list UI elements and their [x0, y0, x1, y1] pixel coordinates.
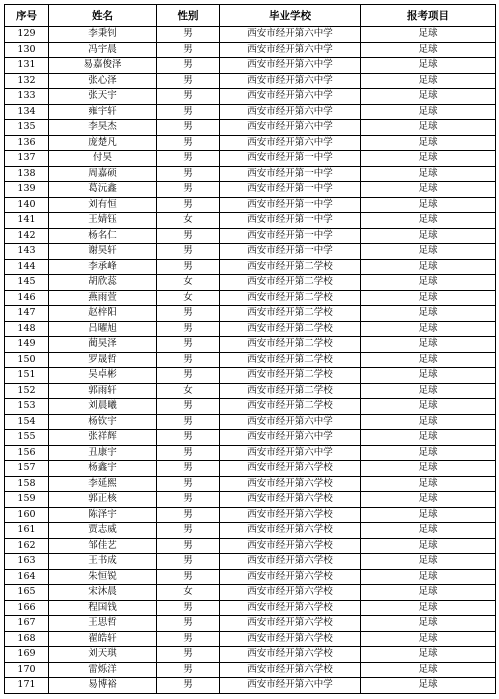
cell-gender: 男 — [157, 120, 220, 136]
cell-gender: 男 — [157, 662, 220, 678]
cell-event: 足球 — [361, 507, 496, 523]
cell-school: 西安市经开第六中学 — [220, 445, 361, 461]
cell-no: 137 — [5, 151, 49, 167]
cell-gender: 男 — [157, 259, 220, 275]
cell-school: 西安市经开第六学校 — [220, 538, 361, 554]
cell-gender: 男 — [157, 135, 220, 151]
cell-event: 足球 — [361, 662, 496, 678]
cell-school: 西安市经开第一中学 — [220, 182, 361, 198]
cell-school: 西安市经开第六学校 — [220, 492, 361, 508]
cell-school: 西安市经开第二学校 — [220, 290, 361, 306]
table-row — [5, 430, 496, 446]
cell-gender: 男 — [157, 445, 220, 461]
cell-name: 杨鑫宇 — [49, 461, 157, 477]
header-no: 序号 — [5, 5, 49, 27]
table-row — [5, 120, 496, 136]
table-row — [5, 213, 496, 229]
cell-school: 西安市经开第六学校 — [220, 631, 361, 647]
cell-no: 131 — [5, 58, 49, 74]
cell-gender: 男 — [157, 73, 220, 89]
cell-no: 166 — [5, 600, 49, 616]
cell-name: 谢昊轩 — [49, 244, 157, 260]
cell-gender: 男 — [157, 27, 220, 43]
table-row — [5, 492, 496, 508]
cell-event: 足球 — [361, 399, 496, 415]
cell-school: 西安市经开第六学校 — [220, 600, 361, 616]
cell-no: 169 — [5, 647, 49, 663]
cell-school: 西安市经开第一中学 — [220, 197, 361, 213]
cell-name: 李延熙 — [49, 476, 157, 492]
cell-name: 张祥辉 — [49, 430, 157, 446]
cell-name: 易嘉俊泽 — [49, 58, 157, 74]
cell-no: 153 — [5, 399, 49, 415]
cell-school: 西安市经开第二学校 — [220, 383, 361, 399]
cell-no: 139 — [5, 182, 49, 198]
cell-school: 西安市经开第二学校 — [220, 399, 361, 415]
cell-school: 西安市经开第六中学 — [220, 430, 361, 446]
cell-event: 足球 — [361, 182, 496, 198]
cell-event: 足球 — [361, 678, 496, 694]
cell-no: 150 — [5, 352, 49, 368]
cell-name: 蔺昊泽 — [49, 337, 157, 353]
table-row — [5, 182, 496, 198]
cell-school: 西安市经开第一中学 — [220, 213, 361, 229]
cell-name: 王书成 — [49, 554, 157, 570]
cell-school: 西安市经开第六学校 — [220, 616, 361, 632]
header-school: 毕业学校 — [220, 5, 361, 27]
cell-school: 西安市经开第六中学 — [220, 414, 361, 430]
cell-name: 吕曜旭 — [49, 321, 157, 337]
table-row — [5, 228, 496, 244]
table-row — [5, 600, 496, 616]
cell-gender: 男 — [157, 58, 220, 74]
cell-gender: 男 — [157, 430, 220, 446]
table-row — [5, 368, 496, 384]
cell-name: 李承峰 — [49, 259, 157, 275]
cell-no: 145 — [5, 275, 49, 291]
table-row — [5, 383, 496, 399]
cell-school: 西安市经开第六中学 — [220, 42, 361, 58]
cell-name: 张天宇 — [49, 89, 157, 105]
cell-no: 155 — [5, 430, 49, 446]
cell-no: 162 — [5, 538, 49, 554]
cell-event: 足球 — [361, 290, 496, 306]
table-row — [5, 89, 496, 105]
cell-name: 雍宇轩 — [49, 104, 157, 120]
cell-event: 足球 — [361, 445, 496, 461]
cell-gender: 女 — [157, 213, 220, 229]
cell-name: 刘有恒 — [49, 197, 157, 213]
cell-gender: 男 — [157, 104, 220, 120]
cell-event: 足球 — [361, 166, 496, 182]
table-row — [5, 73, 496, 89]
table-row — [5, 414, 496, 430]
cell-school: 西安市经开第二学校 — [220, 275, 361, 291]
cell-name: 庞楚凡 — [49, 135, 157, 151]
cell-gender: 男 — [157, 337, 220, 353]
cell-name: 吴卓彬 — [49, 368, 157, 384]
cell-no: 161 — [5, 523, 49, 539]
cell-no: 141 — [5, 213, 49, 229]
cell-name: 冯宇晨 — [49, 42, 157, 58]
cell-gender: 男 — [157, 631, 220, 647]
cell-no: 164 — [5, 569, 49, 585]
cell-school: 西安市经开第六学校 — [220, 554, 361, 570]
cell-school: 西安市经开第二学校 — [220, 337, 361, 353]
table-row — [5, 166, 496, 182]
cell-event: 足球 — [361, 600, 496, 616]
cell-gender: 男 — [157, 228, 220, 244]
table-row — [5, 197, 496, 213]
table-row — [5, 244, 496, 260]
cell-name: 李昊杰 — [49, 120, 157, 136]
table-row — [5, 27, 496, 43]
cell-school: 西安市经开第二学校 — [220, 259, 361, 275]
cell-school: 西安市经开第一中学 — [220, 244, 361, 260]
cell-gender: 男 — [157, 306, 220, 322]
cell-event: 足球 — [361, 631, 496, 647]
cell-no: 132 — [5, 73, 49, 89]
cell-gender: 女 — [157, 290, 220, 306]
table-row — [5, 58, 496, 74]
cell-name: 程国钱 — [49, 600, 157, 616]
cell-school: 西安市经开第二学校 — [220, 368, 361, 384]
cell-event: 足球 — [361, 244, 496, 260]
cell-event: 足球 — [361, 259, 496, 275]
cell-name: 邹佳艺 — [49, 538, 157, 554]
table-row — [5, 337, 496, 353]
cell-name: 张心泽 — [49, 73, 157, 89]
cell-name: 刘晨曦 — [49, 399, 157, 415]
cell-no: 159 — [5, 492, 49, 508]
cell-event: 足球 — [361, 538, 496, 554]
cell-school: 西安市经开第六学校 — [220, 507, 361, 523]
cell-event: 足球 — [361, 120, 496, 136]
table-row — [5, 523, 496, 539]
cell-school: 西安市经开第六中学 — [220, 135, 361, 151]
cell-school: 西安市经开第六学校 — [220, 647, 361, 663]
cell-event: 足球 — [361, 306, 496, 322]
cell-gender: 男 — [157, 569, 220, 585]
cell-no: 149 — [5, 337, 49, 353]
cell-gender: 男 — [157, 42, 220, 58]
cell-school: 西安市经开第六学校 — [220, 585, 361, 601]
cell-gender: 男 — [157, 476, 220, 492]
cell-event: 足球 — [361, 337, 496, 353]
cell-name: 李秉钊 — [49, 27, 157, 43]
cell-gender: 男 — [157, 399, 220, 415]
table-row — [5, 42, 496, 58]
cell-event: 足球 — [361, 352, 496, 368]
cell-no: 130 — [5, 42, 49, 58]
cell-school: 西安市经开第六中学 — [220, 120, 361, 136]
table-body — [5, 27, 496, 694]
cell-no: 154 — [5, 414, 49, 430]
cell-school: 西安市经开第六中学 — [220, 104, 361, 120]
cell-no: 138 — [5, 166, 49, 182]
cell-school: 西安市经开第六中学 — [220, 27, 361, 43]
cell-name: 葛沅鑫 — [49, 182, 157, 198]
table-row — [5, 647, 496, 663]
table-row — [5, 678, 496, 694]
cell-no: 136 — [5, 135, 49, 151]
cell-event: 足球 — [361, 554, 496, 570]
cell-name: 燕雨萱 — [49, 290, 157, 306]
cell-name: 易博裕 — [49, 678, 157, 694]
cell-name: 郭正核 — [49, 492, 157, 508]
cell-name: 雷烁洋 — [49, 662, 157, 678]
cell-gender: 男 — [157, 647, 220, 663]
cell-event: 足球 — [361, 585, 496, 601]
cell-event: 足球 — [361, 569, 496, 585]
table-row — [5, 151, 496, 167]
cell-name: 郭雨轩 — [49, 383, 157, 399]
cell-no: 140 — [5, 197, 49, 213]
cell-school: 西安市经开第六中学 — [220, 678, 361, 694]
cell-event: 足球 — [361, 523, 496, 539]
cell-event: 足球 — [361, 228, 496, 244]
cell-name: 贾志威 — [49, 523, 157, 539]
cell-event: 足球 — [361, 42, 496, 58]
cell-school: 西安市经开第六中学 — [220, 73, 361, 89]
cell-event: 足球 — [361, 275, 496, 291]
cell-no: 152 — [5, 383, 49, 399]
cell-name: 陈泽宇 — [49, 507, 157, 523]
cell-event: 足球 — [361, 27, 496, 43]
cell-event: 足球 — [361, 321, 496, 337]
table-row — [5, 259, 496, 275]
cell-no: 160 — [5, 507, 49, 523]
cell-gender: 男 — [157, 492, 220, 508]
cell-gender: 男 — [157, 352, 220, 368]
table-row — [5, 507, 496, 523]
cell-gender: 男 — [157, 554, 220, 570]
table-row — [5, 554, 496, 570]
cell-gender: 男 — [157, 244, 220, 260]
cell-name: 赵梓阳 — [49, 306, 157, 322]
cell-no: 168 — [5, 631, 49, 647]
cell-gender: 男 — [157, 166, 220, 182]
cell-gender: 男 — [157, 368, 220, 384]
cell-school: 西安市经开第一中学 — [220, 166, 361, 182]
cell-no: 134 — [5, 104, 49, 120]
cell-event: 足球 — [361, 368, 496, 384]
table-row — [5, 104, 496, 120]
cell-no: 148 — [5, 321, 49, 337]
cell-school: 西安市经开第二学校 — [220, 321, 361, 337]
cell-name: 丑康宇 — [49, 445, 157, 461]
header-gender: 性别 — [157, 5, 220, 27]
student-roster-table — [4, 4, 496, 694]
cell-no: 171 — [5, 678, 49, 694]
table-row — [5, 306, 496, 322]
cell-event: 足球 — [361, 492, 496, 508]
cell-gender: 男 — [157, 321, 220, 337]
cell-no: 170 — [5, 662, 49, 678]
cell-no: 163 — [5, 554, 49, 570]
table-row — [5, 662, 496, 678]
cell-school: 西安市经开第六学校 — [220, 662, 361, 678]
table-row — [5, 321, 496, 337]
cell-event: 足球 — [361, 151, 496, 167]
table-row — [5, 476, 496, 492]
cell-name: 朱恒锐 — [49, 569, 157, 585]
table-row — [5, 461, 496, 477]
table-row — [5, 290, 496, 306]
cell-no: 143 — [5, 244, 49, 260]
cell-gender: 女 — [157, 585, 220, 601]
cell-gender: 男 — [157, 461, 220, 477]
cell-event: 足球 — [361, 430, 496, 446]
table-row — [5, 445, 496, 461]
cell-gender: 男 — [157, 600, 220, 616]
cell-gender: 男 — [157, 182, 220, 198]
cell-no: 135 — [5, 120, 49, 136]
cell-event: 足球 — [361, 197, 496, 213]
cell-name: 宋沐晨 — [49, 585, 157, 601]
table-row — [5, 399, 496, 415]
cell-no: 165 — [5, 585, 49, 601]
cell-no: 157 — [5, 461, 49, 477]
cell-gender: 男 — [157, 507, 220, 523]
cell-event: 足球 — [361, 58, 496, 74]
cell-gender: 男 — [157, 538, 220, 554]
table-row — [5, 538, 496, 554]
cell-school: 西安市经开第一中学 — [220, 151, 361, 167]
cell-name: 罗晟哲 — [49, 352, 157, 368]
cell-no: 147 — [5, 306, 49, 322]
cell-event: 足球 — [361, 89, 496, 105]
cell-school: 西安市经开第六学校 — [220, 523, 361, 539]
cell-no: 156 — [5, 445, 49, 461]
cell-school: 西安市经开第六学校 — [220, 476, 361, 492]
cell-gender: 男 — [157, 678, 220, 694]
cell-name: 刘天琪 — [49, 647, 157, 663]
cell-school: 西安市经开第二学校 — [220, 352, 361, 368]
cell-gender: 女 — [157, 383, 220, 399]
cell-no: 146 — [5, 290, 49, 306]
cell-gender: 男 — [157, 616, 220, 632]
cell-no: 144 — [5, 259, 49, 275]
cell-school: 西安市经开第二学校 — [220, 306, 361, 322]
cell-event: 足球 — [361, 647, 496, 663]
cell-school: 西安市经开第一中学 — [220, 228, 361, 244]
table-row — [5, 585, 496, 601]
cell-no: 142 — [5, 228, 49, 244]
cell-name: 翟皓轩 — [49, 631, 157, 647]
cell-name: 付昊 — [49, 151, 157, 167]
cell-no: 129 — [5, 27, 49, 43]
cell-gender: 男 — [157, 197, 220, 213]
cell-no: 167 — [5, 616, 49, 632]
cell-school: 西安市经开第六中学 — [220, 58, 361, 74]
table-row — [5, 569, 496, 585]
cell-no: 151 — [5, 368, 49, 384]
cell-gender: 男 — [157, 523, 220, 539]
cell-no: 133 — [5, 89, 49, 105]
table-row — [5, 616, 496, 632]
cell-event: 足球 — [361, 383, 496, 399]
table-row — [5, 135, 496, 151]
table-row — [5, 631, 496, 647]
cell-name: 杨名仁 — [49, 228, 157, 244]
table-row — [5, 275, 496, 291]
cell-gender: 男 — [157, 151, 220, 167]
cell-no: 158 — [5, 476, 49, 492]
cell-school: 西安市经开第六学校 — [220, 569, 361, 585]
cell-event: 足球 — [361, 476, 496, 492]
cell-name: 周嘉硕 — [49, 166, 157, 182]
cell-event: 足球 — [361, 414, 496, 430]
cell-event: 足球 — [361, 73, 496, 89]
cell-name: 杨钦宇 — [49, 414, 157, 430]
cell-name: 胡欣蕊 — [49, 275, 157, 291]
cell-gender: 男 — [157, 414, 220, 430]
cell-event: 足球 — [361, 135, 496, 151]
cell-event: 足球 — [361, 104, 496, 120]
cell-gender: 男 — [157, 89, 220, 105]
header-name: 姓名 — [49, 5, 157, 27]
cell-school: 西安市经开第六中学 — [220, 89, 361, 105]
cell-event: 足球 — [361, 213, 496, 229]
cell-event: 足球 — [361, 461, 496, 477]
cell-gender: 女 — [157, 275, 220, 291]
table-row — [5, 352, 496, 368]
cell-name: 王思哲 — [49, 616, 157, 632]
table-header-row — [5, 5, 496, 27]
cell-event: 足球 — [361, 616, 496, 632]
cell-school: 西安市经开第六学校 — [220, 461, 361, 477]
cell-name: 王婧钰 — [49, 213, 157, 229]
header-event: 报考项目 — [361, 5, 496, 27]
